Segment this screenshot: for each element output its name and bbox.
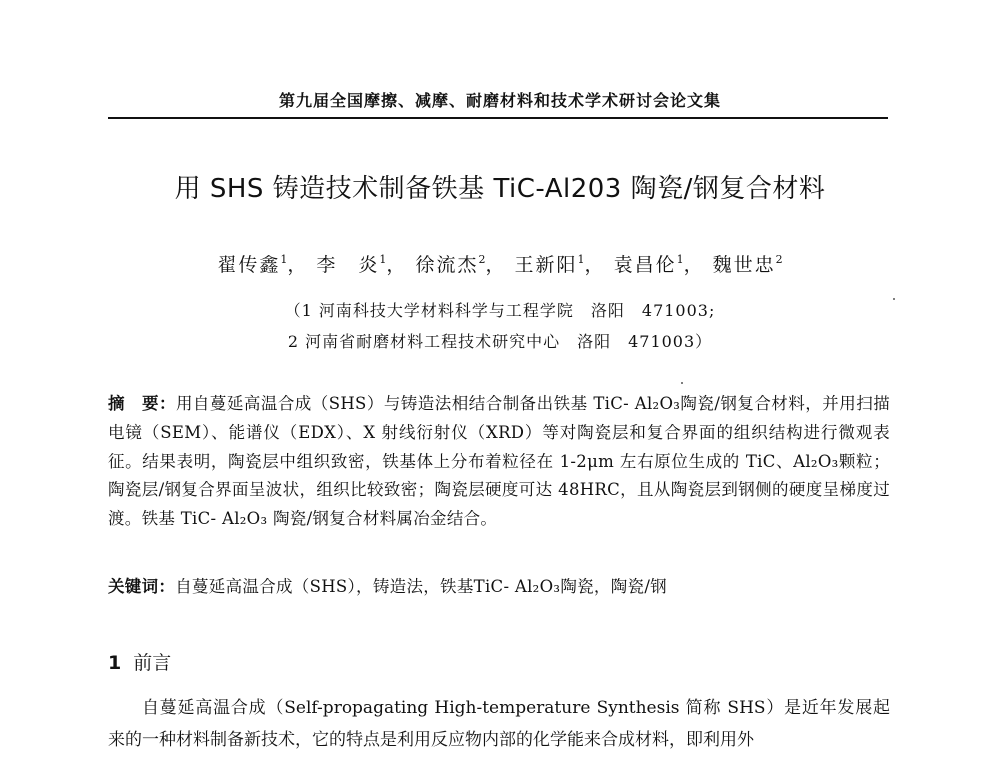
- author-name: 徐流杰: [415, 254, 479, 276]
- author-name: 翟传鑫: [217, 254, 281, 276]
- abstract-text: 用自蔓延高温合成（SHS）与铸造法相结合制备出铁基 TiC- Al₂O₃陶瓷/钢复合材料，并用扫描电镜（SEM）、能谱仪（EDX）、X 射线衍射仪（XRD）等对陶瓷层和复合界面的组织结构进行微观表征。结果表明，陶瓷层中组织致密，铁基体上分布着粒径在 1-2μm 左右原位生成的 TiC、Al₂O₃颗粒；陶瓷层/钢复合界面呈波状，组织比较致密；陶瓷层硬度可达 48HRC，且从陶瓷层到钢侧的硬度呈梯度过渡。铁基 TiC- Al₂O₃ 陶瓷/钢复合材料属冶金结合。: [108, 394, 890, 529]
- paper-title: 用 SHS 铸造技术制备铁基 TiC-Al203 陶瓷/钢复合材料: [174, 174, 826, 204]
- keywords: [108, 573, 890, 601]
- header-rule: [108, 117, 888, 119]
- running-head: 第九届全国摩擦、减摩、耐磨材料和技术学术研讨会论文集: [278, 91, 721, 110]
- author-name: 袁昌伦: [613, 254, 677, 276]
- keywords-text: 自蔓延高温合成（SHS），铸造法，铁基TiC- Al₂O₃陶瓷，陶瓷/钢: [175, 577, 667, 596]
- author-line: 翟传鑫$^1$， 李 炎$^1$， 徐流杰$^2$， 王新阳$^1$， 袁昌伦$^1$， 魏世忠$^2$: [217, 253, 783, 276]
- affiliation-line: 2 河南省耐磨材料工程技术研究中心 洛阳 471003）: [287, 332, 713, 351]
- scan-speck: [681, 382, 683, 384]
- abstract-label: 摘 要：: [108, 394, 176, 413]
- scan-speck: [893, 298, 895, 300]
- author-name: 王新阳: [514, 254, 578, 276]
- author-name: 魏世忠: [712, 254, 776, 276]
- keywords-label: 关键词：: [108, 577, 176, 596]
- author-affiliation-mark: 2: [478, 253, 486, 266]
- author-affiliation-mark: 1: [379, 253, 387, 266]
- author-affiliation-mark: 1: [577, 253, 585, 266]
- section-heading: [108, 648, 171, 675]
- section-number: 1: [108, 652, 122, 674]
- abstract: [108, 390, 890, 534]
- section-title: 前言: [133, 652, 172, 674]
- author-affiliation-mark: 2: [775, 253, 783, 266]
- author-name: 李 炎: [316, 254, 380, 276]
- author-affiliation-mark: 1: [280, 253, 288, 266]
- affiliation-line: （1 河南科技大学材料科学与工程学院 洛阳 471003;: [284, 301, 716, 320]
- body-paragraph: 自蔓延高温合成（Self-propagating High-temperature Synthesis 简称 SHS）是近年发展起来的一种材料制备新技术，它的特点是利用反应物内部的化学能来合成材料，即利用外: [108, 698, 890, 750]
- author-affiliation-mark: 1: [676, 253, 684, 266]
